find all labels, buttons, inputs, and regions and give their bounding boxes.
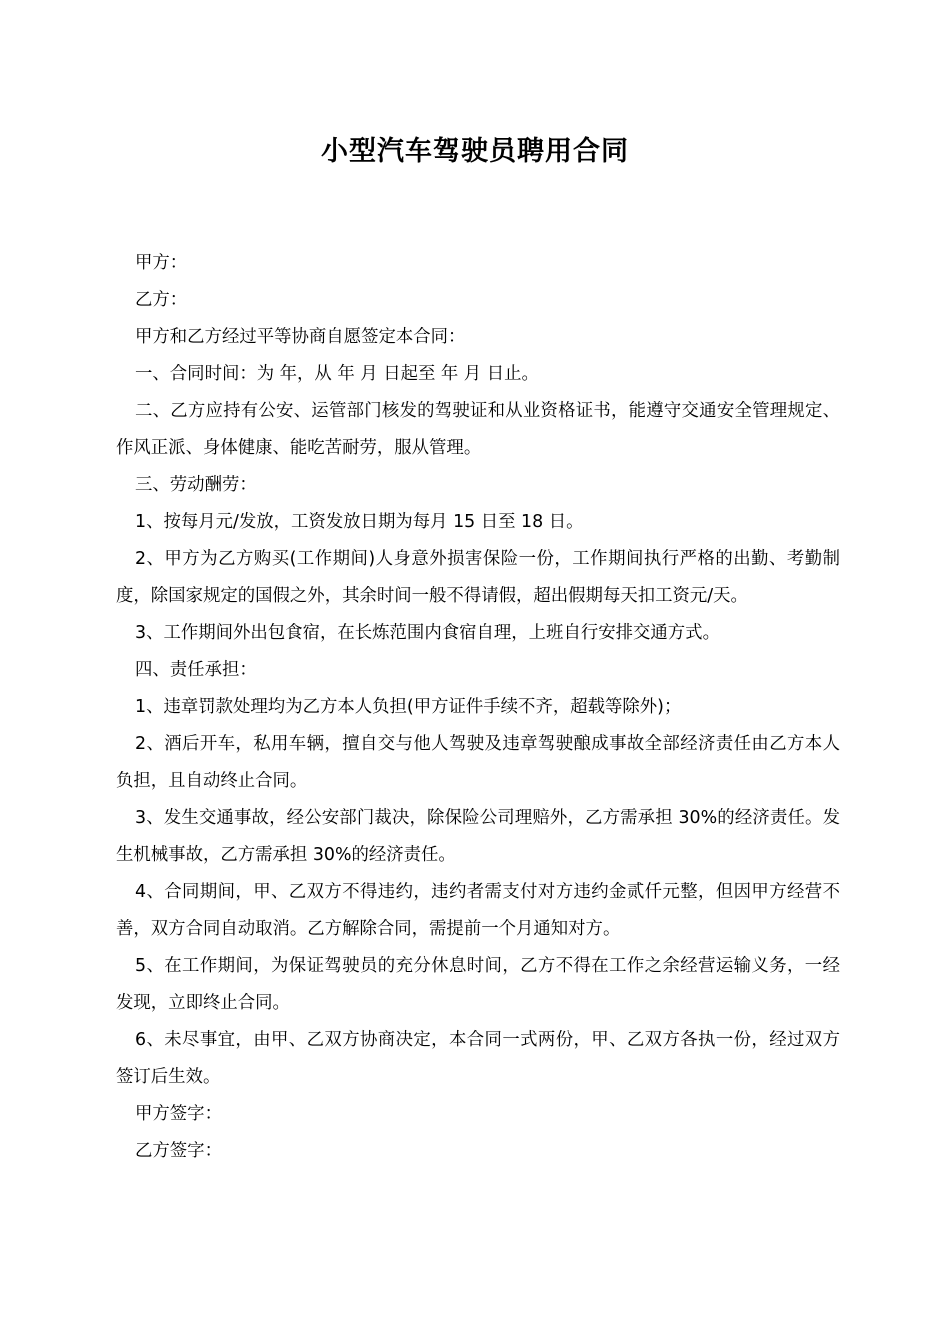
clause-4-item-4: 4、合同期间，甲、乙双方不得违约，违约者需支付对方违约金贰仟元整，但因甲方经营不善，双方合同自动取消。乙方解除合同，需提前一个月通知对方。	[116, 882, 840, 939]
clause-4-item-5: 5、在工作期间，为保证驾驶员的充分休息时间，乙方不得在工作之余经营运输义务，一经发现，立即终止合同。	[116, 956, 840, 1013]
clause-1-term: 一、合同时间：为 年，从 年 月 日起至 年 月 日止。	[135, 364, 539, 384]
clause-4-item-6: 6、未尽事宜，由甲、乙双方协商决定，本合同一式两份，甲、乙双方各执一份，经过双方签订后生效。	[116, 1030, 840, 1087]
clause-3-heading: 三、劳动酬劳：	[135, 475, 257, 495]
party-a-line: 甲方：	[135, 253, 188, 273]
clause-4-item-3: 3、发生交通事故，经公安部门裁决，除保险公司理赔外，乙方需承担 30%的经济责任。发生机械事故，乙方需承担 30%的经济责任。	[116, 808, 840, 865]
clause-3-item-3: 3、工作期间外出包食宿，在长炼范围内食宿自理，上班自行安排交通方式。	[135, 623, 720, 643]
clause-4-heading: 四、责任承担：	[135, 660, 257, 680]
party-a-signature-line: 甲方签字：	[135, 1104, 222, 1124]
contract-body	[116, 245, 840, 1170]
clause-4-item-2: 2、酒后开车，私用车辆，擅自交与他人驾驶及违章驾驶酿成事故全部经济责任由乙方本人负担，且自动终止合同。	[116, 734, 840, 791]
party-b-signature-line: 乙方签字：	[135, 1141, 222, 1161]
party-b-line: 乙方：	[135, 290, 188, 310]
clause-4-item-1: 1、违章罚款处理均为乙方本人负担(甲方证件手续不齐，超载等除外)；	[135, 697, 682, 717]
document-title: 小型汽车驾驶员聘用合同	[321, 136, 629, 167]
intro-paragraph: 甲方和乙方经过平等协商自愿签定本合同：	[135, 327, 466, 347]
clause-2-qualifications: 二、乙方应持有公安、运管部门核发的驾驶证和从业资格证书，能遵守交通安全管理规定、作风正派、身体健康、能吃苦耐劳，服从管理。	[116, 401, 840, 458]
clause-3-item-2: 2、甲方为乙方购买(工作期间)人身意外损害保险一份，工作期间执行严格的出勤、考勤制度，除国家规定的国假之外，其余时间一般不得请假，超出假期每天扣工资元/天。	[116, 549, 840, 606]
clause-3-item-1: 1、按每月元/发放，工资发放日期为每月 15 日至 18 日。	[135, 512, 584, 532]
